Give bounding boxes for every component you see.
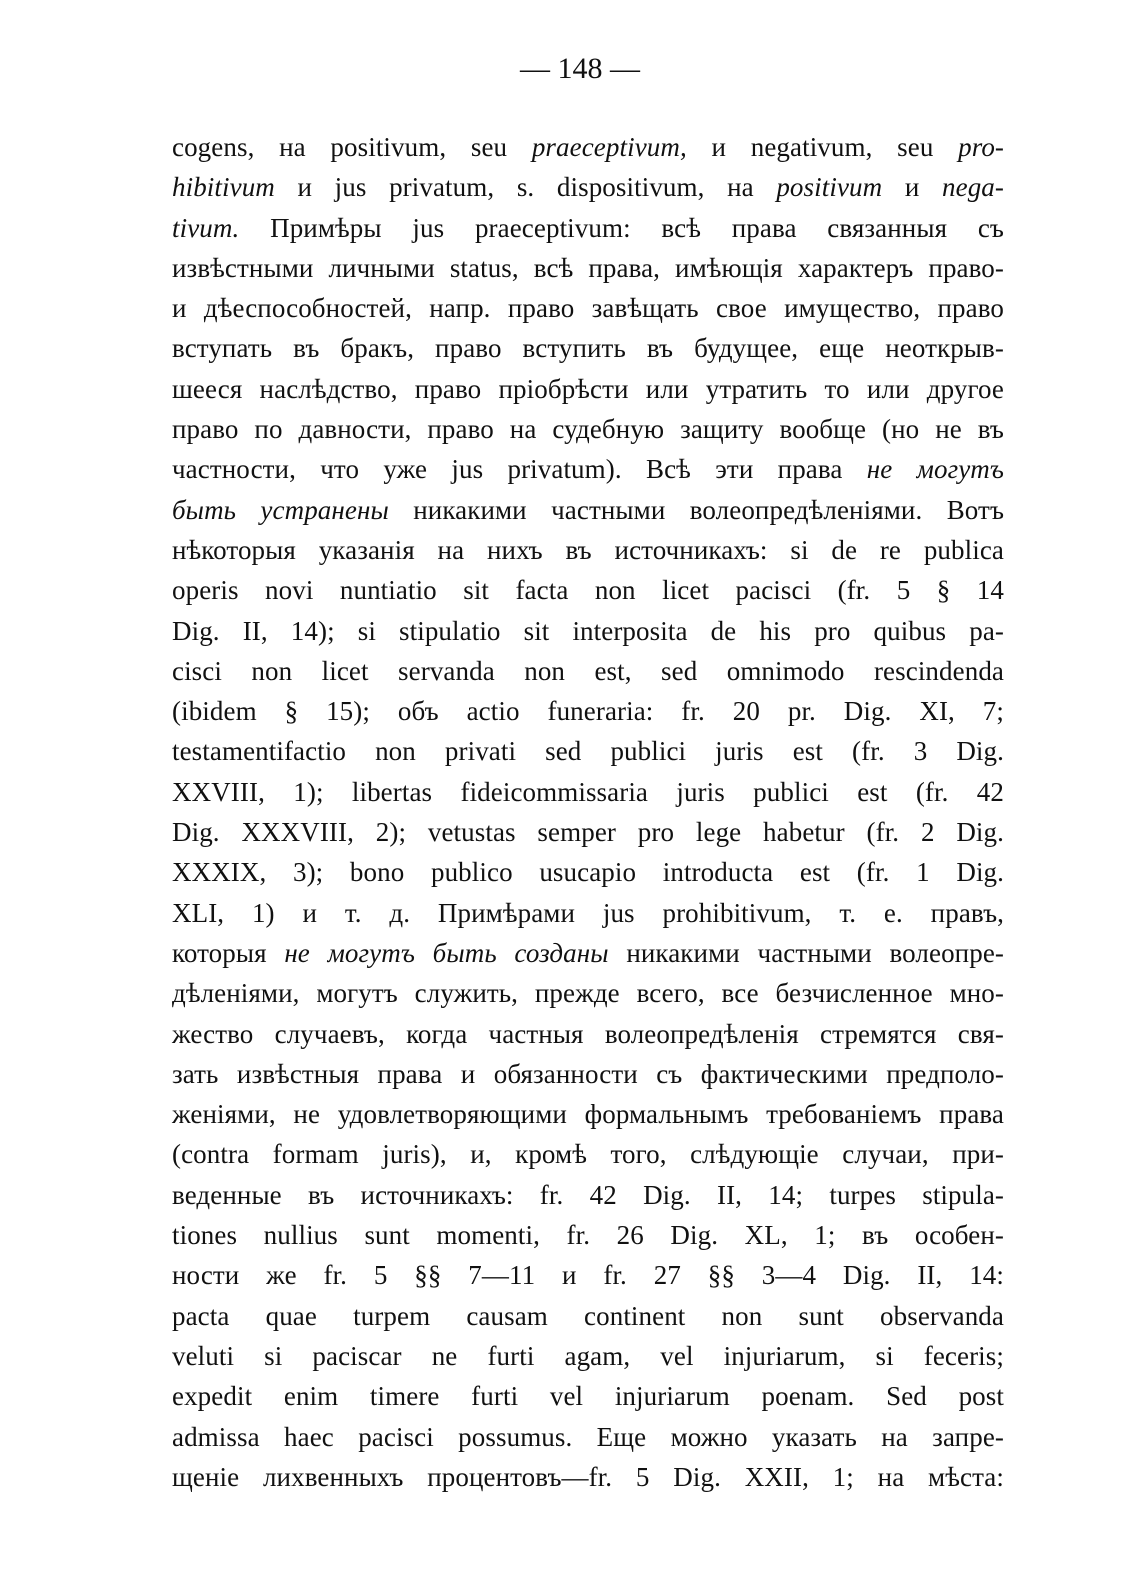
text-line xyxy=(172,1094,1004,1134)
text-segment: и xyxy=(882,172,943,203)
text-line xyxy=(172,1054,1004,1094)
text-segment: женіями, не удовлетворяющими формальнымъ требованіемъ права xyxy=(172,1099,1004,1130)
text-segment: expedit enim timere furti vel injuriarum poenam. Sed post xyxy=(172,1381,1004,1412)
text-line xyxy=(172,1417,1004,1457)
text-line xyxy=(172,409,1004,449)
text-segment: никакими частными волеопре- xyxy=(608,937,1004,968)
text-line xyxy=(172,1134,1004,1174)
text-line xyxy=(172,973,1004,1013)
text-line xyxy=(172,812,1004,852)
text-segment: и дѣеспособностей, напр. право завѣщать свое имущество, право xyxy=(172,293,1004,324)
text-segment: извѣстными личными status, всѣ права, имѣющія характеръ право- xyxy=(172,252,1004,283)
text-segment: которыя xyxy=(172,937,285,968)
text-segment: Dig. II, 14); si stipulatio sit interposita de his pro quibus pa- xyxy=(172,615,1004,646)
text-line xyxy=(172,1014,1004,1054)
text-line xyxy=(172,208,1004,248)
italic-text: praeceptivum, xyxy=(531,132,687,162)
text-segment: admissa haec pacisci possumus. Еще можно указать на запре- xyxy=(172,1421,1004,1452)
text-line xyxy=(172,328,1004,368)
text-segment: нѣкоторыя указанія на нихъ въ источникахъ: si de re publica xyxy=(172,534,1004,565)
text-line xyxy=(172,611,1004,651)
italic-text: pro- xyxy=(958,132,1005,162)
text-segment: Примѣры jus praeceptivum: всѣ права связанныя съ xyxy=(239,212,1004,243)
text-segment: XXVIII, 1); libertas fideicommissaria juris publici est (fr. 42 xyxy=(172,776,1004,807)
italic-text: tivum. xyxy=(172,212,240,243)
text-line xyxy=(172,490,1004,530)
text-segment: веденные въ источникахъ: fr. 42 Dig. II, 14; turpes stipula- xyxy=(172,1179,1004,1210)
italic-text: не могутъ xyxy=(866,454,1004,485)
text-line xyxy=(172,731,1004,771)
text-segment: зать извѣстныя права и обязанности съ фактическими предполо- xyxy=(172,1058,1004,1089)
text-segment: operis novi nuntiatio sit facta non licet pacisci (fr. 5 § 14 xyxy=(172,575,1004,606)
text-line xyxy=(172,1457,1004,1497)
text-segment: шееся наслѣдство, право пріобрѣсти или утратить то или другое xyxy=(172,373,1004,404)
text-line xyxy=(172,127,1004,167)
text-line xyxy=(172,248,1004,288)
text-line xyxy=(172,893,1004,933)
italic-text: быть устранены xyxy=(172,494,389,525)
text-line xyxy=(172,530,1004,570)
body-text xyxy=(172,127,1004,1497)
text-segment: testamentifactio non privati sed publici juris est (fr. 3 Dig. xyxy=(172,736,1004,767)
page-number: — 148 — xyxy=(520,52,640,85)
text-segment: pacta quae turpem causam continent non sunt observanda xyxy=(172,1300,1004,1331)
italic-text: positivum xyxy=(776,172,883,203)
text-line xyxy=(172,933,1004,973)
text-line xyxy=(172,1255,1004,1295)
text-segment: жество случаевъ, когда частныя волеопредѣленія стремятся свя- xyxy=(172,1018,1004,1049)
text-line xyxy=(172,772,1004,812)
text-line xyxy=(172,1296,1004,1336)
text-line xyxy=(172,570,1004,610)
text-segment: щеніе лихвенныхъ процентовъ—fr. 5 Dig. XXII, 1; на мѣста: xyxy=(172,1461,1004,1492)
text-line xyxy=(172,369,1004,409)
italic-text: не могутъ быть созданы xyxy=(284,937,609,968)
text-line xyxy=(172,449,1004,489)
text-line xyxy=(172,288,1004,328)
text-segment: частности, что уже jus privatum). Всѣ эти права xyxy=(172,454,867,485)
text-segment: (ibidem § 15); объ actio funeraria: fr. 20 pr. Dig. XI, 7; xyxy=(172,696,1004,727)
text-line xyxy=(172,1175,1004,1215)
text-segment: и jus privatum, s. dispositivum, на xyxy=(274,172,777,203)
text-line xyxy=(172,1376,1004,1416)
text-line xyxy=(172,852,1004,892)
text-segment: XLI, 1) и т. д. Примѣрами jus prohibitivum, т. е. правъ, xyxy=(172,897,1004,928)
text-segment: veluti si paciscar ne furti agam, vel injuriarum, si feceris; xyxy=(172,1340,1004,1371)
text-segment: cogens, на positivum, seu xyxy=(172,132,532,162)
text-segment: вступать въ бракъ, право вступить въ будущее, еще неоткрыв- xyxy=(172,333,1004,364)
text-segment: дѣленіями, могутъ служить, прежде всего, все безчисленное мно- xyxy=(172,978,1004,1009)
text-segment: ности же fr. 5 §§ 7—11 и fr. 27 §§ 3—4 Dig. II, 14: xyxy=(172,1260,1004,1291)
text-segment: право по давности, право на судебную защиту вообще (но не въ xyxy=(172,414,1004,445)
text-line xyxy=(172,651,1004,691)
text-segment: и negativum, seu xyxy=(686,132,959,162)
text-segment: никакими частными волеопредѣленіями. Вотъ xyxy=(388,494,1005,525)
italic-text: nega- xyxy=(942,172,1004,203)
italic-text: hibitivum xyxy=(172,172,275,203)
text-line xyxy=(172,1336,1004,1376)
text-line xyxy=(172,691,1004,731)
text-segment: tiones nullius sunt momenti, fr. 26 Dig. XL, 1; въ особен- xyxy=(172,1220,1004,1251)
text-line xyxy=(172,1215,1004,1255)
text-segment: XXXIX, 3); bono publico usucapio introducta est (fr. 1 Dig. xyxy=(172,857,1004,888)
text-segment: cisci non licet servanda non est, sed omnimodo rescindenda xyxy=(172,655,1004,686)
text-segment: Dig. XXXVIII, 2); vetustas semper pro lege habetur (fr. 2 Dig. xyxy=(172,817,1004,848)
text-segment: (contra formam juris), и, кромѣ того, слѣдующіе случаи, при- xyxy=(172,1139,1004,1170)
text-line xyxy=(172,167,1004,207)
